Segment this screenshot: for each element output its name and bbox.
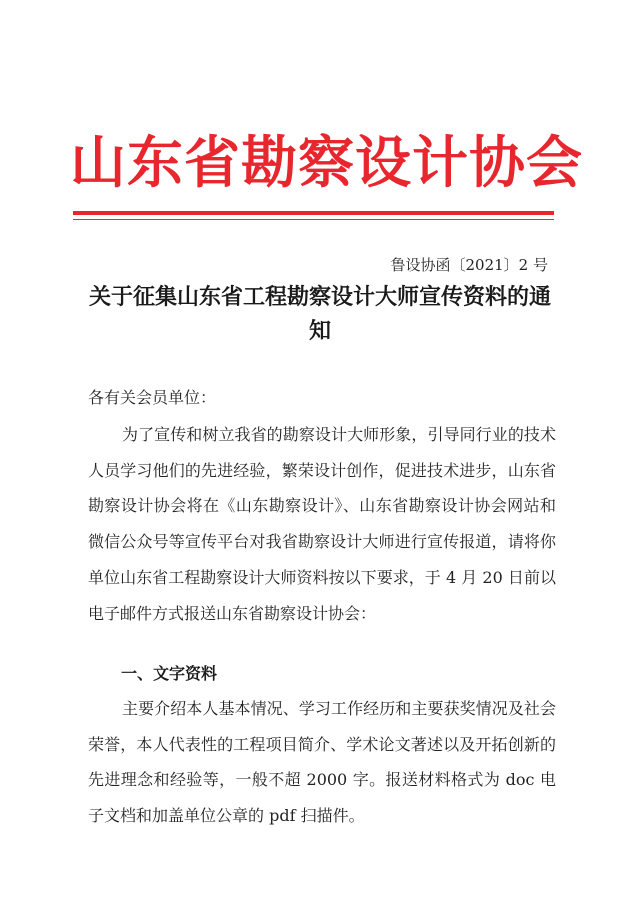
masthead-rule-thick — [73, 211, 554, 215]
masthead-rule-thin — [73, 219, 554, 220]
intro-paragraph: 为了宣传和树立我省的勘察设计大师形象，引导同行业的技术人员学习他们的先进经验，繁荣设计创作，促进技术进步，山东省勘察设计协会将在《山东勘察设计》、山东省勘察设计协会网站和微信公众号等宣传平台对我省勘察设计大师进行宣传报道，请将你单位山东省工程勘察设计大师资料按以下要求，于 4 月 20 日前以电子邮件方式报送山东省勘察设计协会： — [88, 425, 556, 623]
salutation: 各有关会员单位： — [88, 388, 217, 407]
section-body-text-materials: 主要介绍本人基本情况、学习工作经历和主要获奖情况及社会荣誉，本人代表性的工程项目简介、学术论文著述以及开拓创新的先进理念和经验等，一般不超 2000 字。报送材料格式为 doc 电子文档和加盖单位公章的 pdf 扫描件。 — [88, 699, 556, 826]
org-masthead: 山东省勘察设计协会 — [70, 131, 583, 196]
document-title: 关于征集山东省工程勘察设计大师宣传资料的通知 — [88, 285, 551, 344]
section-heading-text-materials: 一、文字资料 — [121, 664, 218, 683]
document-number: 鲁设协函〔2021〕2 号 — [390, 256, 548, 274]
